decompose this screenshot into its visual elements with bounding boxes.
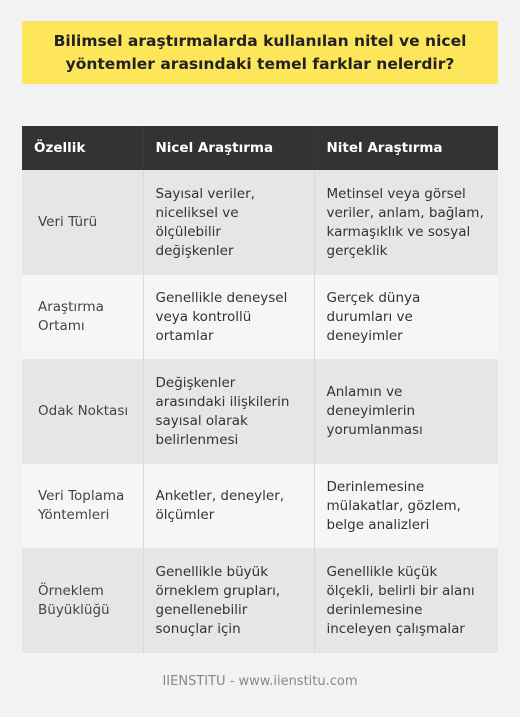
feature-cell: Odak Noktası — [22, 359, 143, 464]
column-header-quantitative: Nicel Araştırma — [143, 126, 314, 170]
qualitative-cell: Genellikle küçük ölçekli, belirli bir alanı derinlemesine inceleyen çalışmalar — [314, 548, 498, 653]
comparison-table — [22, 126, 498, 653]
table-row — [22, 275, 498, 359]
qualitative-cell: Metinsel veya görsel veriler, anlam, bağlam, karmaşıklık ve sosyal gerçeklik — [314, 170, 498, 275]
qualitative-cell: Derinlemesine mülakatlar, gözlem, belge analizleri — [314, 464, 498, 548]
table-row — [22, 464, 498, 548]
quantitative-cell: Genellikle deneysel veya kontrollü ortamlar — [143, 275, 314, 359]
table-row — [22, 359, 498, 464]
quantitative-cell: Genellikle büyük örneklem grupları, genellenebilir sonuçlar için — [143, 548, 314, 653]
table-row — [22, 170, 498, 275]
page-title: Bilimsel araştırmalarda kullanılan nitel ve nicel yöntemler arasındaki temel farklar nelerdir? — [53, 31, 467, 73]
feature-cell: Araştırma Ortamı — [22, 275, 143, 359]
title-banner — [22, 21, 498, 84]
quantitative-cell: Anketler, deneyler, ölçümler — [143, 464, 314, 548]
footer-credit: IIENSTITU - www.iienstitu.com — [162, 674, 358, 689]
quantitative-cell: Değişkenler arasındaki ilişkilerin sayısal olarak belirlenmesi — [143, 359, 314, 464]
feature-cell: Veri Toplama Yöntemleri — [22, 464, 143, 548]
table-header-row — [22, 126, 498, 170]
feature-cell: Örneklem Büyüklüğü — [22, 548, 143, 653]
table-row — [22, 548, 498, 653]
qualitative-cell: Anlamın ve deneyimlerin yorumlanması — [314, 359, 498, 464]
column-header-qualitative: Nitel Araştırma — [314, 126, 498, 170]
qualitative-cell: Gerçek dünya durumları ve deneyimler — [314, 275, 498, 359]
feature-cell: Veri Türü — [22, 170, 143, 275]
quantitative-cell: Sayısal veriler, niceliksel ve ölçülebilir değişkenler — [143, 170, 314, 275]
column-header-feature: Özellik — [22, 126, 143, 170]
